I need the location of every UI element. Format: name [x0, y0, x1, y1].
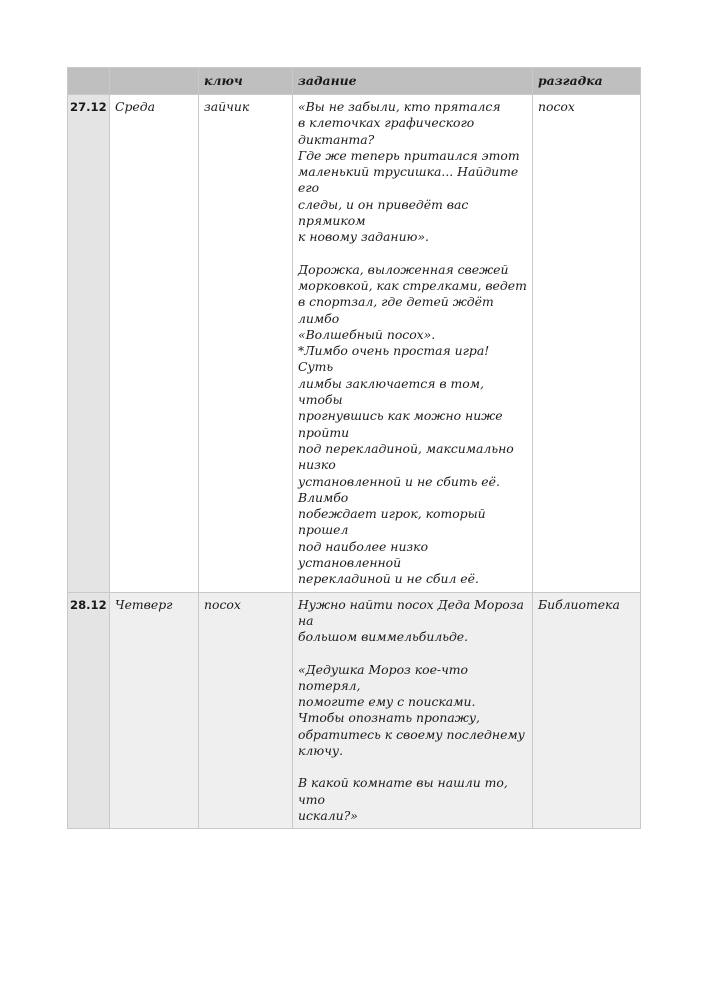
row-task: [293, 592, 533, 829]
task-paragraph: Нужно найти посох Деда Мороза на большом виммельбильде.: [298, 596, 524, 645]
row-key: посох: [199, 592, 293, 829]
row-day: Четверг: [110, 592, 199, 829]
task-paragraph: *Лимбо очень простая игра! Суть лимбы заключается в том, чтобы прогнувшись как можно ниже пройти под перекладиной, максимально низко установленной и не сбить её. Влимбо побеждает игрок, который прошел под наиболее низко установленной перекладиной и не сбил её.: [298, 343, 514, 587]
table-row: [68, 95, 641, 593]
row-date: 28.12: [68, 592, 110, 829]
task-paragraph: В какой комнате вы нашли то, что искали?»: [298, 775, 508, 823]
header-date: [68, 68, 110, 95]
row-day: Среда: [110, 95, 199, 593]
header-task: задание: [293, 68, 533, 95]
quest-schedule-table: [67, 67, 641, 829]
task-paragraph: Дорожка, выложенная свежей морковкой, как стрелками, ведет в спортзал, где детей ждёт лимбо «Волшебный посох».: [298, 261, 527, 342]
header-key: ключ: [199, 68, 293, 95]
task-paragraph: «Вы не забыли, кто прятался в клеточках графического диктанта? Где же теперь притаился этот маленький трусишка... Найдите его следы, и он приведёт вас прямиком к новому заданию».: [298, 99, 520, 245]
row-answer: Библиотека: [533, 592, 641, 829]
row-date: 27.12: [68, 95, 110, 593]
table-header-row: [68, 68, 641, 95]
table-row: [68, 592, 641, 829]
row-answer: посох: [533, 95, 641, 593]
task-paragraph: «Дедушка Мороз кое-что потерял, помогите ему с поисками. Чтобы опознать пропажу, обратитесь к своему последнему ключу.: [298, 661, 525, 758]
row-task: [293, 95, 533, 593]
header-day: [110, 68, 199, 95]
row-key: зайчик: [199, 95, 293, 593]
header-answer: разгадка: [533, 68, 641, 95]
